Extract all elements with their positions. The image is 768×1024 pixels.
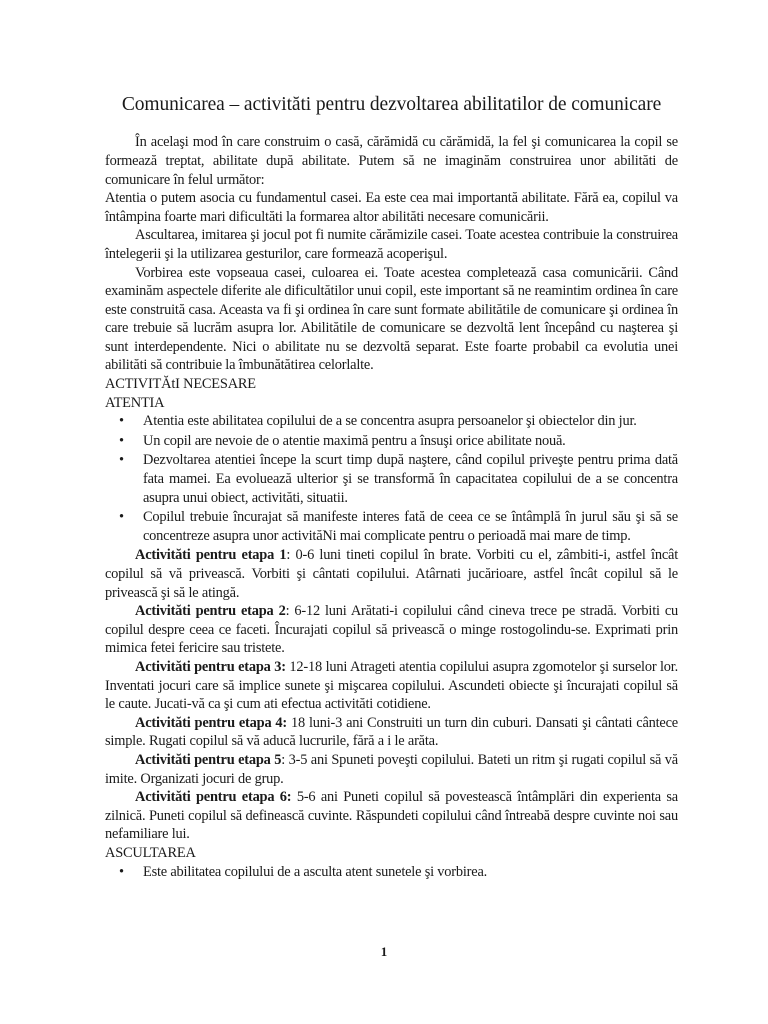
stage-paragraph-1	[105, 546, 678, 602]
bullet-item: • Copilul trebuie încurajat să manifeste interes fată de ceea ce se întâmplă în jurul său şi să se concentreze asupra unor activităNi mai complicate pentru o perioadă mai mare de timp.	[143, 508, 678, 545]
ascultarea-bullet-list	[105, 863, 678, 882]
atentia-bullet-list	[105, 412, 678, 545]
stage-text: : 3-5 ani Spuneti poveşti copilului. Bateti un ritm şi rugati copilul să vă imite. Organizati jocuri de grup.	[105, 751, 678, 787]
stage-paragraph-4	[105, 714, 678, 751]
section-heading-activities: ACTIVITĂtI NECESARE	[105, 376, 256, 393]
bullet-item: • Este abilitatea copilului de a asculta atent sunetele şi vorbirea.	[143, 863, 678, 882]
stage-label: Activităti pentru etapa 5	[135, 751, 282, 768]
intro-paragraph-2: Atentia o putem asocia cu fundamentul casei. Ea este cea mai importantă abilitate. Fără ea, copilul va întâmpina foarte mari dificultăti la formarea altor abilităti necesare comunicării.	[105, 190, 678, 225]
stage-text: 5-6 ani Puneti copilul să povestească întâmplări din experienta sa zilnică. Puneti copilul să definească cuvinte. Răspundeti copilului când întreabă despre cuvinte noi sau nefamiliare lui.	[105, 789, 678, 843]
stage-label: Activităti pentru etapa 2	[135, 603, 286, 620]
stage-label: Activităti pentru etapa 4:	[135, 714, 288, 731]
section-heading-ascultarea: ASCULTAREA	[105, 844, 196, 861]
stage-label: Activităti pentru etapa 1	[135, 547, 287, 564]
stage-text: 12-18 luni Atrageti atentia copilului asupra zgomotelor şi surselor lor. Inventati jocuri care să implice sunete şi mişcarea copilului. Ascundeti obiecte şi încurajati copilul să le caute. Jucati-vă ca şi cum ati efectua activităti cotidiene.	[105, 658, 678, 713]
intro-paragraph-4: Vorbirea este vopseaua casei, culoarea ei. Toate acestea completează casa comunicării. Când examinăm aspectele diferite ale dificultătilor unui copil, este important să ne reamintim ordinea în care este construită casa. Aceasta va fi şi ordinea în care sunt formate abilitătile de comunicare şi ordinea în care trebuie să lucrăm asupra lor. Abilitătile de comunicare se dezvoltă lent începând cu naşterea şi sunt interdependente. Nici o abilitate nu se dezvoltă separat. Este foarte probabil ca evolutia unei abilităti să contribuie la îmbunătătirea celorlalte.	[105, 264, 678, 374]
document-title: Comunicarea – activităti pentru dezvoltarea abilitatilor de comunicare	[121, 94, 662, 115]
stage-text: 18 luni-3 ani Construiti un turn din cuburi. Dansati şi cântati cântece simple. Rugati copilul să vă aducă lucrurile, fără a i le arăta.	[105, 714, 678, 750]
intro-paragraph-1: În acelaşi mod în care construim o casă, cărămidă cu cărămidă, la fel şi comunicarea la copil se formează treptat, abilitate după abilitate. Putem să ne imaginăm construirea unor abilităti de comunicare în felul următor:	[105, 134, 678, 188]
bullet-item: • Dezvoltarea atentiei începe la scurt timp după naştere, când copilul priveşte pentru prima dată fata mamei. Ea evoluează ulterior şi se transformă în capacitatea copilului de a se concentra asupra unui obiect, activităti, situatii.	[143, 451, 678, 507]
section-heading-atentia: ATENTIA	[105, 394, 165, 411]
stage-label: Activităti pentru etapa 3:	[135, 658, 286, 675]
bullet-item: • Un copil are nevoie de o atentie maximă pentru a însuşi orice abilitate nouă.	[143, 432, 678, 451]
stage-text: : 0-6 luni tineti copilul în brate. Vorbiti cu el, zâmbiti-i, astfel încât copilul să vă privească. Vorbiti şi cântati copilului. Atârnati jucărioare, astfel încât copilul să le privească şi să le atingă.	[105, 547, 678, 601]
stage-paragraph-5	[105, 751, 678, 788]
stage-paragraph-3	[105, 658, 678, 714]
document-body	[105, 133, 678, 881]
intro-paragraph-3: Ascultarea, imitarea şi jocul pot fi numite cărămizile casei. Toate acestea contribuie la construirea întelegerii şi la utilizarea gesturilor, care formează acoperişul.	[105, 227, 678, 262]
stage-paragraph-6	[105, 788, 678, 844]
stage-label: Activităti pentru etapa 6:	[135, 789, 292, 806]
stage-paragraph-2	[105, 602, 678, 658]
stage-text: : 6-12 luni Arătati-i copilului când cineva trece pe stradă. Vorbiti cu copilul despre ceea ce faceti. Încurajati copilul să privească o minge rostogolindu-se. Exprimati prin mimica fetei fericire sau tristete.	[105, 603, 678, 657]
bullet-item: • Atentia este abilitatea copilului de a se concentra asupra persoanelor şi obiectelor din jur.	[143, 412, 678, 431]
page-number: 1	[380, 944, 388, 959]
